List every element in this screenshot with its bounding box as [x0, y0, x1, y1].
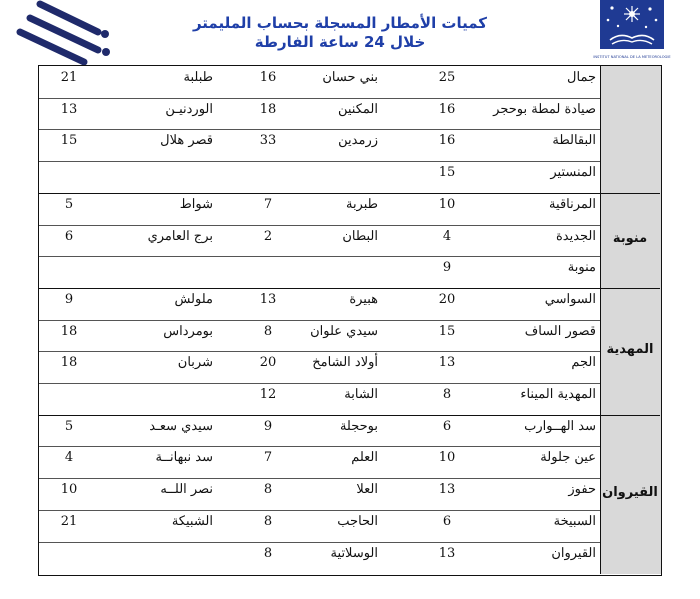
rainfall-value: 16: [438, 133, 456, 149]
rainfall-value: 10: [60, 482, 78, 498]
station-name: بومرداس: [163, 323, 213, 339]
rainfall-table: [38, 65, 662, 576]
rainfall-value: [57, 165, 81, 181]
row-separator: [39, 161, 600, 162]
station-name: هبيرة: [349, 291, 378, 307]
station-name: الشبيكة: [171, 513, 213, 529]
station-name: الوردنيـن: [165, 101, 213, 117]
rainfall-value: 15: [438, 165, 456, 181]
rainfall-value: [256, 260, 280, 276]
station-name: بني حسان: [322, 70, 378, 85]
station-name: منوبة: [567, 260, 596, 276]
rainfall-value: 18: [259, 101, 277, 117]
rainfall-value: 13: [60, 101, 78, 117]
station-name: حفوز: [568, 482, 596, 498]
station-name: الجديدة: [555, 228, 596, 244]
row-separator: [39, 478, 600, 479]
rainfall-value: [256, 165, 280, 181]
station-name: طبلبة: [183, 70, 213, 85]
rainfall-value: 13: [438, 545, 456, 561]
rainfall-value: 18: [60, 355, 78, 371]
rainfall-value: 7: [263, 450, 273, 466]
rainfall-value: 10: [438, 196, 456, 212]
rainfall-value: 9: [263, 418, 273, 434]
rainfall-value: 5: [64, 196, 74, 212]
rainfall-value: 8: [263, 545, 273, 561]
row-separator: [39, 383, 600, 384]
group-separator: [39, 288, 660, 289]
title-line-1: كميات الأمطار المسجلة بحساب المليمتر: [192, 14, 488, 32]
rainfall-value: 6: [64, 228, 74, 244]
rainfall-value: 4: [64, 450, 74, 466]
station-name: السواسي: [544, 291, 596, 307]
rainfall-value: 21: [60, 513, 78, 529]
row-separator: [39, 446, 600, 447]
station-name: برج العامري: [147, 228, 213, 244]
station-name: سيدي علوان: [310, 323, 378, 339]
station-name: سد نبهانــة: [155, 450, 213, 466]
svg-text:INSTITUT NATIONAL DE LA METEOR: INSTITUT NATIONAL DE LA METEOROLOGIE: [593, 55, 671, 59]
rainfall-value: 25: [438, 70, 456, 85]
rainfall-value: 18: [60, 323, 78, 339]
page-title: [190, 14, 490, 52]
station-name: العلا: [356, 482, 378, 498]
station-name: الوسلاتية: [330, 545, 378, 561]
rainfall-value: 8: [263, 482, 273, 498]
rainfall-value: 15: [60, 133, 78, 149]
station-name: سيدي سعـد: [149, 418, 213, 434]
rainfall-value: 9: [442, 260, 452, 276]
station-name: صيادة لمطة بوحجر: [493, 101, 596, 117]
rainfall-value: 16: [259, 70, 277, 85]
row-separator: [39, 225, 600, 226]
rainfall-value: 20: [438, 291, 456, 307]
station-name: عين جلولة: [540, 450, 596, 466]
station-name: البقالطة: [552, 133, 596, 149]
station-name: الشابة: [344, 387, 378, 402]
station-name: القيروان: [551, 545, 596, 561]
rainfall-value: 10: [438, 450, 456, 466]
rainfall-value: 2: [263, 228, 273, 244]
rainfall-value: 7: [263, 196, 273, 212]
rainfall-value: 16: [438, 101, 456, 117]
station-name: البطان: [342, 228, 378, 244]
rainfall-value: 9: [64, 291, 74, 307]
rainfall-value: [57, 260, 81, 276]
inm-logo: [593, 0, 671, 62]
rainfall-value: [57, 546, 81, 562]
rainfall-value: 13: [259, 291, 277, 307]
station-name: سد الهــوارب: [524, 418, 596, 434]
station-name: زرمدين: [338, 133, 378, 149]
row-separator: [39, 351, 600, 352]
rainfall-value: 8: [263, 323, 273, 339]
governorate-label: منوبة: [612, 231, 648, 247]
group-separator: [39, 193, 660, 194]
rainfall-value: 5: [64, 418, 74, 434]
rainfall-value: 13: [438, 482, 456, 498]
station-name: الجم: [571, 355, 596, 371]
rainfall-value: 21: [60, 70, 78, 85]
rainfall-value: 15: [438, 323, 456, 339]
corner-stripes-decoration: [0, 0, 120, 70]
rainfall-value: 4: [442, 228, 452, 244]
governorate-label: المهدية: [606, 342, 654, 358]
group-separator: [39, 415, 660, 416]
rainfall-value: [57, 387, 81, 403]
row-separator: [39, 256, 600, 257]
station-name: المهدية الميناء: [520, 387, 596, 402]
station-name: المنستير: [550, 165, 596, 181]
station-name: قصور الساف: [524, 323, 596, 339]
rainfall-value: 6: [442, 418, 452, 434]
row-separator: [39, 98, 600, 99]
station-name: شواط: [179, 196, 213, 212]
rainfall-value: 8: [263, 513, 273, 529]
governorate-label: القيروان: [602, 484, 658, 500]
station-name: المرناقية: [549, 196, 596, 212]
row-separator: [39, 510, 600, 511]
rainfall-value: 33: [259, 133, 277, 149]
station-name: الحاجب: [337, 513, 378, 529]
rainfall-value: 8: [442, 387, 452, 402]
station-name: جمال: [567, 70, 596, 85]
row-separator: [39, 320, 600, 321]
station-name: نصر اللــه: [160, 482, 213, 498]
row-separator: [39, 542, 600, 543]
row-separator: [39, 129, 600, 130]
station-name: قصر هلال: [160, 133, 213, 149]
station-name: السبيخة: [553, 513, 596, 529]
rainfall-value: 20: [259, 355, 277, 371]
station-name: المكنين: [337, 101, 378, 117]
station-name: أولاد الشامخ: [312, 355, 378, 371]
station-name: العلم: [351, 450, 378, 466]
title-line-2: خلال 24 ساعة الفارطة: [254, 33, 426, 51]
station-name: شربان: [177, 355, 213, 371]
rainfall-value: 13: [438, 355, 456, 371]
station-name: بوحجلة: [339, 418, 378, 434]
station-name: طبربة: [345, 196, 378, 212]
station-name: ملولش: [174, 291, 213, 307]
rainfall-value: 6: [442, 513, 452, 529]
rainfall-value: 12: [259, 387, 277, 402]
